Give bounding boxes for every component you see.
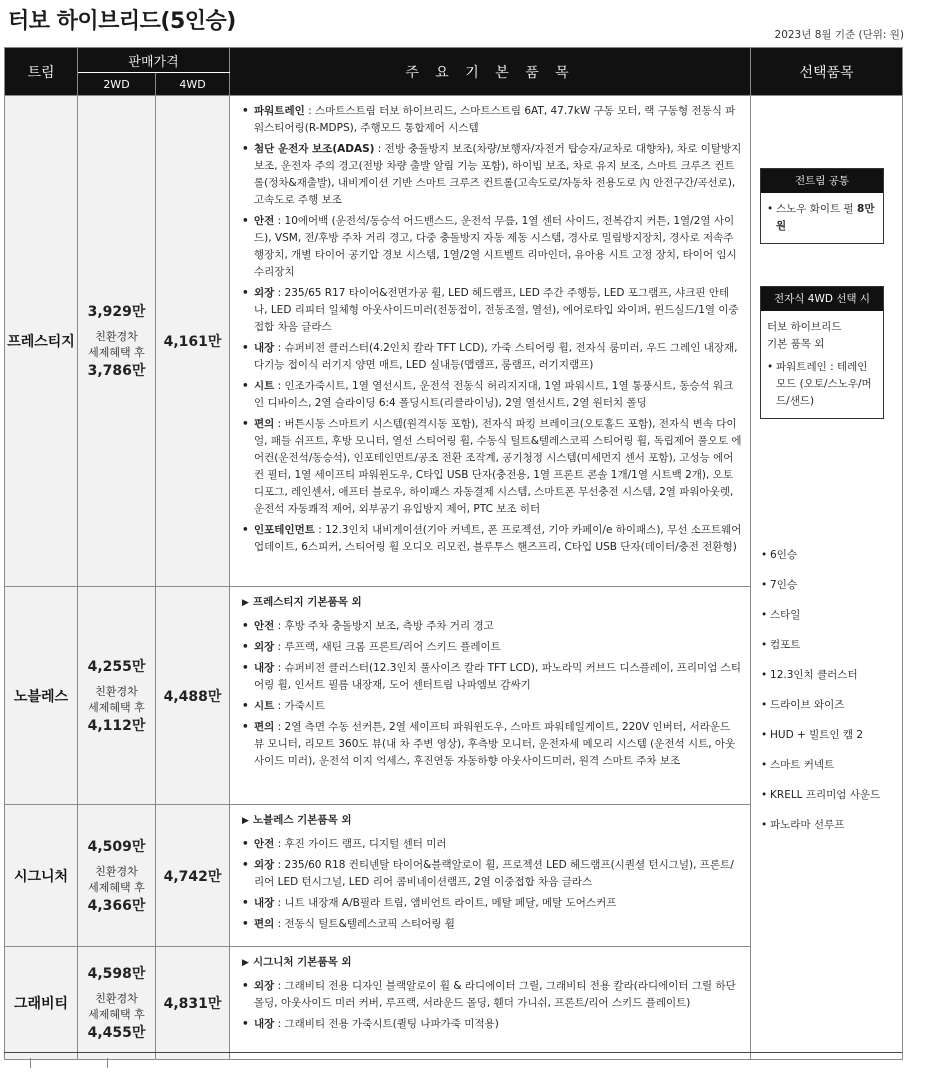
tax-note-1: 친환경차 <box>95 684 138 698</box>
bottom-tick <box>30 1058 31 1068</box>
feature-category: 외장 <box>254 859 275 871</box>
price-2wd: 4,255만 <box>87 658 146 675</box>
price-4wd: 4,831만 <box>156 947 230 1060</box>
feature-item <box>242 698 742 715</box>
feature-text: : 스마트스트림 터보 하이브리드, 스마트스트림 6AT, 47.7kW 구동 모터, 랙 구동형 전동식 파워스티어링(R-MDPS), 주행모드 통합제어 시스템 <box>254 105 736 134</box>
feature-text: : 슈퍼비전 클러스터(12.3인치 풀사이즈 칼라 TFT LCD), 파노라믹 커브드 디스플레이, 프리미엄 스티어링 휠, 인서트 필름 내장재, 도어 센터트림 나파엠보 감싸기 <box>254 662 741 691</box>
feature-item <box>242 618 742 635</box>
price-after-tax: 4,455만 <box>87 1025 146 1041</box>
date-note: 2023년 8월 기준 (단위: 원) <box>774 29 904 41</box>
bottom-tick <box>107 1058 108 1068</box>
price-2wd-cell <box>78 947 156 1060</box>
feature-category: 외장 <box>254 641 275 653</box>
feature-category: 내장 <box>254 342 275 354</box>
feature-category: 편의 <box>254 721 275 733</box>
feature-item <box>242 378 742 412</box>
feature-category: 안전 <box>254 215 275 227</box>
option-item: • 7인승 <box>761 576 880 606</box>
trim-name: 노블레스 <box>5 587 78 805</box>
feature-category: 내장 <box>254 1018 275 1030</box>
feature-category: 인포테인먼트 <box>254 524 315 536</box>
price-after-tax: 4,366만 <box>87 897 146 914</box>
option-list <box>761 546 880 846</box>
features-cell <box>230 96 751 587</box>
feature-text: : 2열 측면 수동 선커튼, 2열 세이프티 파워윈도우, 스마트 파워테일게이트, 220V 인버터, 서라운드 뷰 모니터, 리모트 360도 뷰(내 차 주변 영상), 후측방 모니터, 운전자세 메모리 시스템 (운전석 시트, 아웃사이드 미러), 운전석 이지 억세스, 후진연동 자동하향 아웃사이드미러, 원격 스마트 주차 보조 <box>254 721 736 767</box>
price-4wd: 4,161만 <box>156 96 230 587</box>
feature-text: : 니트 내장재 A/B필라 트림, 앰비언트 라이트, 메탈 페달, 메탈 도어스커프 <box>274 897 617 909</box>
page-title: 터보 하이브리드(5인승) <box>8 9 236 34</box>
tax-note-2: 세제혜택 후 <box>88 1008 145 1021</box>
feature-item <box>242 639 742 656</box>
feature-category: 외장 <box>254 287 275 299</box>
feature-text: : 후진 가이드 램프, 디지털 센터 미러 <box>274 838 447 850</box>
feature-category: 시트 <box>254 380 275 392</box>
feature-category: 안전 <box>254 838 275 850</box>
triangle-icon: ▶ <box>242 958 249 968</box>
feature-list <box>242 618 742 770</box>
trim-name: 시그니처 <box>5 805 78 947</box>
feature-list <box>242 978 742 1033</box>
header-price: 판매가격 <box>78 48 230 73</box>
feature-item <box>242 141 742 209</box>
option-item: • 파노라마 선루프 <box>761 816 880 846</box>
option-item: • HUD + 빌트인 캠 2 <box>761 726 880 756</box>
features-cell <box>230 947 751 1060</box>
feature-list <box>242 836 742 933</box>
price-2wd: 4,509만 <box>87 838 146 855</box>
tax-note-1: 친환경차 <box>95 864 138 878</box>
feature-category: 안전 <box>254 620 275 632</box>
option-item: • 12.3인치 클러스터 <box>761 666 880 696</box>
header-main-features: 주 요 기 본 품 목 <box>230 48 751 96</box>
price-4wd: 4,742만 <box>156 805 230 947</box>
feature-text: : 슈퍼비전 클러스터(4.2인치 칼라 TFT LCD), 가죽 스티어링 휠, 전자식 룸미러, 우드 그레인 내장재, 다기능 접이식 러기지 양면 매트, LED 실내등(맵램프, 룸램프, 러기지램프) <box>254 342 738 371</box>
price-2wd-cell <box>78 96 156 587</box>
feature-item <box>242 895 742 912</box>
feature-text: : 루프랙, 새틴 크롬 프론트/리어 스키드 플레이트 <box>274 641 501 653</box>
price-2wd: 4,598만 <box>87 966 146 982</box>
awd-option-line1: 터보 하이브리드 <box>767 321 842 333</box>
option-item: • 컴포트 <box>761 636 880 666</box>
options-column <box>751 96 903 1060</box>
tax-note-2: 세제혜택 후 <box>88 700 145 714</box>
features-cell <box>230 587 751 805</box>
feature-item <box>242 719 742 770</box>
common-option-price: 8만원 <box>776 203 875 232</box>
feature-item <box>242 213 742 281</box>
feature-item <box>242 416 742 518</box>
feature-text: : 후방 주차 충돌방지 보조, 측방 주차 거리 경고 <box>274 620 494 632</box>
feature-category: 내장 <box>254 897 275 909</box>
tax-note-2: 세제혜택 후 <box>88 880 145 894</box>
tax-note-1: 친환경차 <box>95 992 138 1005</box>
base-items-line: ▶ 노블레스 기본품목 외 <box>242 812 742 830</box>
feature-text: : 버튼시동 스마트키 시스템(원격시동 포함), 전자식 파킹 브레이크(오토홀드 포함), 전자식 변속 다이얼, 패들 쉬프트, 후방 모니터, 열선 스티어링 휠, 수동식 틸트&텔레스코픽 스티어링 휠, 독립제어 풀오토 에어컨(운전석/동승석), 인포테인먼트/공조 전환 조작계, 공기청정 시스템(미세먼지 센서 포함), 고성능 에어컨 필터, 1열 세이프티 파워윈도우, C타입 USB 단자(충전용, 1열 프론트 콘솔 1개/1열 시트백 2개), 오토디포그, 레인센서, 애프터 블로우, 하이패스 자동결제 시스템, 스마트폰 무선충전 시스템, 2열 파워아웃렛, 운전석 자동쾌적 제어, 외부공기 유입방지 제어, PTC 보조 히터 <box>254 418 742 515</box>
feature-category: 편의 <box>254 918 275 930</box>
feature-item <box>242 978 742 1012</box>
feature-item <box>242 1016 742 1033</box>
feature-item <box>242 857 742 891</box>
feature-category: 파워트레인 <box>254 105 305 117</box>
option-item: • KRELL 프리미엄 사운드 <box>761 786 880 816</box>
common-option-header: 전트림 공통 <box>761 169 883 193</box>
feature-text: : 12.3인치 내비게이션(기아 커넥트, 폰 프로젝션, 기아 카페이/e 하이패스), 무선 소프트웨어 업데이트, 6스피커, 스티어링 휠 오디오 리모컨, 블루투스 핸즈프리, C타입 USB 단자(데이터/충전 전환형) <box>254 524 742 553</box>
feature-text: : 그래비티 전용 가죽시트(퀼팅 나파가죽 미적용) <box>274 1018 499 1030</box>
feature-item <box>242 522 742 556</box>
feature-text: : 가죽시트 <box>274 700 326 712</box>
feature-item <box>242 916 742 933</box>
feature-text: : 전동식 틸트&텔레스코픽 스티어링 휠 <box>274 918 455 930</box>
price-2wd: 3,929만 <box>87 304 146 320</box>
feature-list <box>242 103 742 556</box>
feature-text: : 전방 충돌방지 보조(차량/보행자/자전거 탑승자/교차로 대향차), 차로 이탈방지 보조, 운전자 주의 경고(전방 차량 출발 알림 기능 포함), 하이빔 보조, 차로 유지 보조, 스마트 크루즈 컨트롤(정차&재출발), 내비게이션 기반 스마트 크루즈 컨트롤(고속도로/자동차 전용도로 內 안전구간/곡선로), 고속도로 주행 보조 <box>254 143 742 206</box>
feature-text: : 235/65 R17 타이어&전면가공 휠, LED 헤드램프, LED 주간 주행등, LED 포그램프, 샤크핀 안테나, LED 리피터 일체형 아웃사이드미러(전동접이, 전동조절, 열선), 에어로타입 와이퍼, 윈드실드/1열 이중접합 차음 글라스 <box>254 287 739 333</box>
base-items-line: ▶ 시그니처 기본품목 외 <box>242 954 742 972</box>
price-table <box>4 47 903 1060</box>
feature-category: 외장 <box>254 980 275 992</box>
common-option-item: • 스노우 화이트 펄 8만원 <box>767 201 877 235</box>
awd-option-line2: 기본 품목 외 <box>767 338 825 350</box>
feature-category: 내장 <box>254 662 275 674</box>
trim-name: 프레스티지 <box>5 96 78 587</box>
price-after-tax: 3,786만 <box>87 363 146 379</box>
price-2wd-cell <box>78 587 156 805</box>
feature-text: : 인조가죽시트, 1열 열선시트, 운전석 전동식 허리지지대, 1열 파워시트, 1열 통풍시트, 동승석 워크인 디바이스, 2열 슬라이딩 6:4 폴딩시트(리클라이닝), 2열 열선시트, 2열 원터치 폴딩 <box>254 380 734 409</box>
option-item: • 스타일 <box>761 606 880 636</box>
option-item: • 드라이브 와이즈 <box>761 696 880 726</box>
features-cell <box>230 805 751 947</box>
feature-item <box>242 836 742 853</box>
header-options: 선택품목 <box>751 48 903 96</box>
common-option-box <box>760 168 884 244</box>
triangle-icon: ▶ <box>242 598 249 608</box>
header-trim: 트림 <box>5 48 78 96</box>
awd-option-box <box>760 286 884 419</box>
tax-note-1: 친환경차 <box>95 330 138 343</box>
header-4wd: 4WD <box>156 73 230 96</box>
trim-name: 그래비티 <box>5 947 78 1060</box>
price-4wd: 4,488만 <box>156 587 230 805</box>
feature-item <box>242 340 742 374</box>
feature-item <box>242 103 742 137</box>
feature-text: : 10에어백 (운전석/동승석 어드밴스드, 운전석 무릎, 1열 센터 사이드, 전복감지 커튼, 1열/2열 사이드), VSM, 전/후방 주차 거리 경고, 다중 충돌방지 자동 제동 시스템, 경사로 밀림방지장치, 경사로 저속주행장치, 개별 타이어 공기압 경보 시스템, 1열/2열 시트벨트 리마인더, 유아용 시트 고정 장치, 타이어 임시수리장치 <box>254 215 737 278</box>
base-items-line: ▶ 프레스티지 기본품목 외 <box>242 594 742 612</box>
feature-text: : 235/60 R18 컨티넨탈 타이어&블랙알로이 휠, 프로젝션 LED 헤드램프(시퀀셜 턴시그널), 프론트/리어 LED 턴시그널, LED 리어 콤비네이션램프, 2열 이중접합 차음 글라스 <box>254 859 734 888</box>
feature-category: 시트 <box>254 700 275 712</box>
feature-item <box>242 285 742 336</box>
tax-note-2: 세제혜택 후 <box>88 346 145 359</box>
feature-category: 편의 <box>254 418 275 430</box>
trim-row-prestige <box>5 96 903 587</box>
price-after-tax: 4,112만 <box>87 717 146 734</box>
feature-category: 첨단 운전자 보조(ADAS) <box>254 143 375 155</box>
awd-option-header: 전자식 4WD 선택 시 <box>761 287 883 311</box>
bottom-divider <box>4 1052 902 1053</box>
option-item: • 6인승 <box>761 546 880 576</box>
option-item: • 스마트 커넥트 <box>761 756 880 786</box>
feature-item <box>242 660 742 694</box>
awd-option-item: • 파워트레인 : 테레인 모드 (오토/스노우/머드/샌드) <box>767 359 877 410</box>
triangle-icon: ▶ <box>242 816 249 826</box>
price-2wd-cell <box>78 805 156 947</box>
header-2wd: 2WD <box>78 73 156 96</box>
feature-text: : 그래비티 전용 디자인 블랙알로이 휠 & 라디에이터 그릴, 그래비티 전용 칼라(라디에이터 그릴 하단 몰딩, 아웃사이드 미러 커버, 루프랙, 서라운드 몰딩, 휀더 가니쉬, 프론트/리어 스키드 플레이트) <box>254 980 736 1009</box>
